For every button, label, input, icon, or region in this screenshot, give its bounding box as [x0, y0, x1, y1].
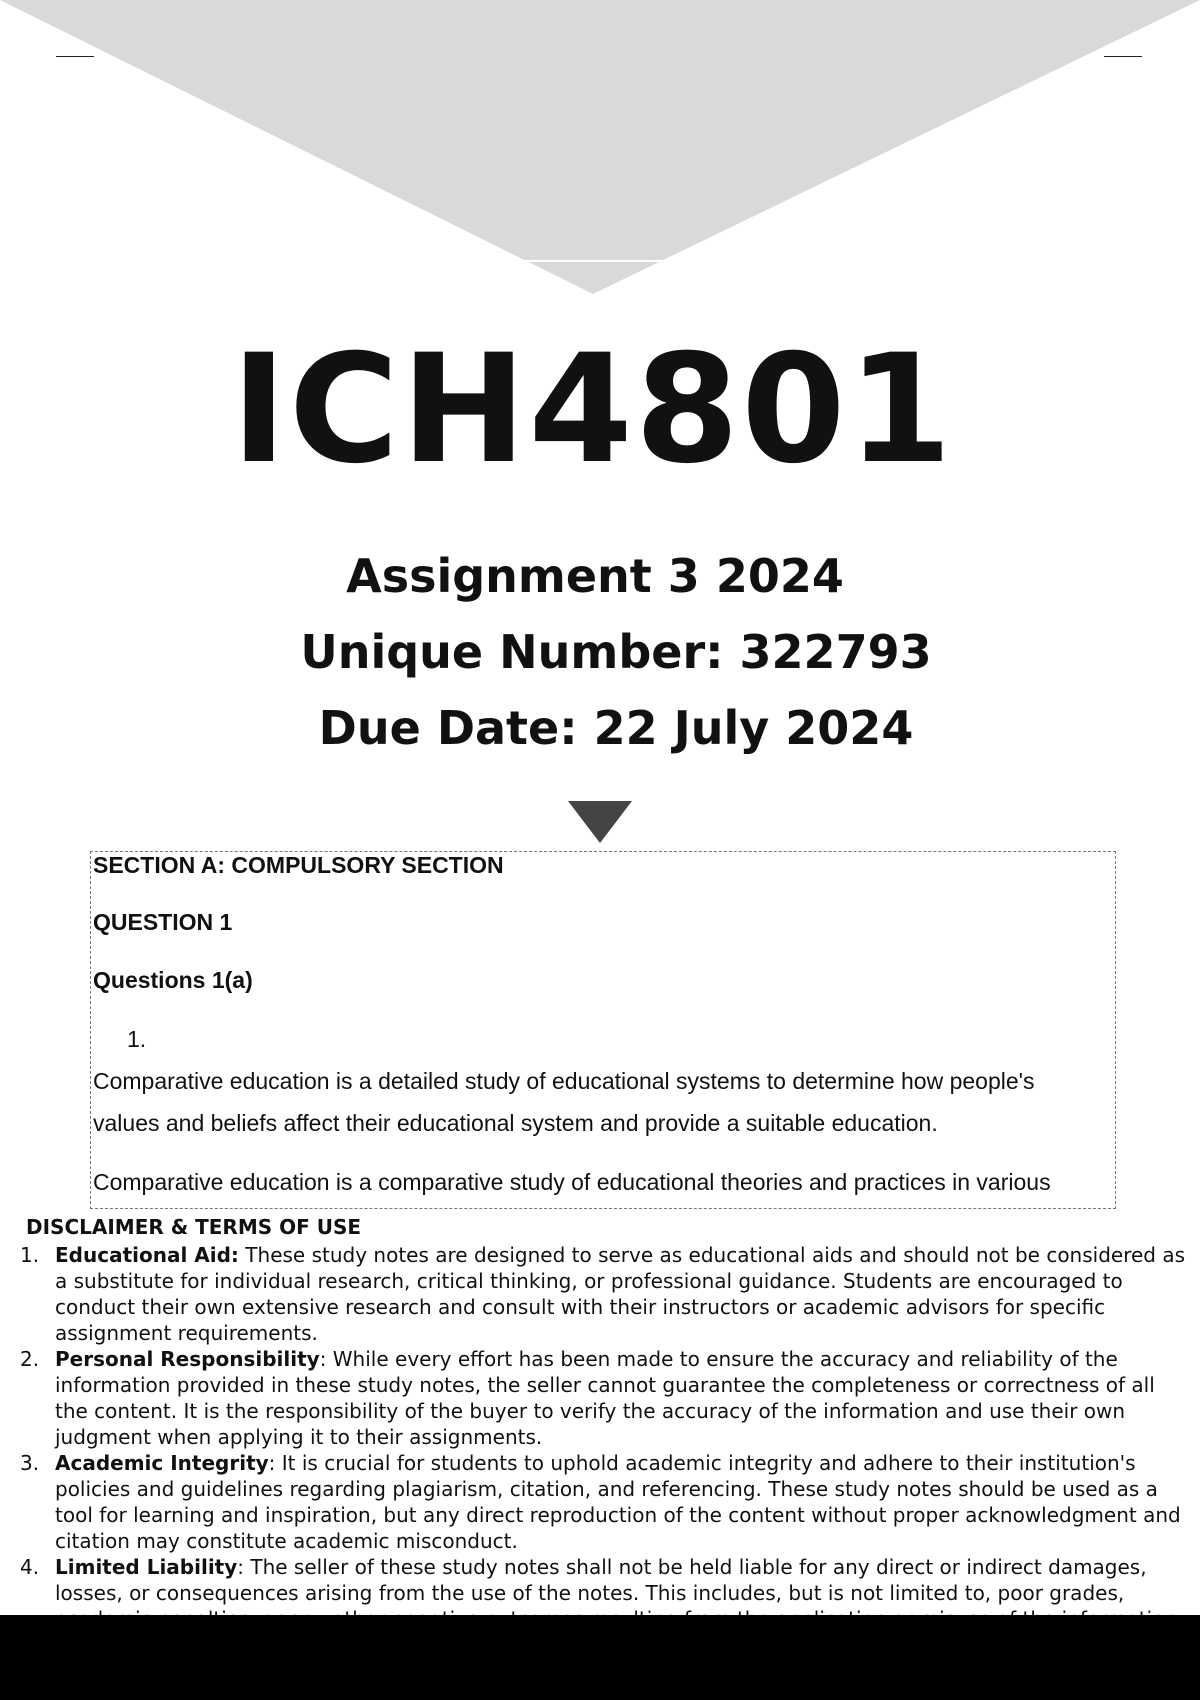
disclaimer-list	[0, 1242, 1200, 1632]
down-triangle-icon	[568, 801, 632, 843]
item-text: : The seller of these study notes shall not be held liable for any direct or indirect damages, losses, or consequences arising from the use of the notes. This includes, but is not limited to, poor grades,	[55, 1555, 1147, 1605]
corner-rule-right	[1104, 56, 1142, 57]
item-lead: Academic Integrity	[55, 1451, 269, 1475]
item-text: These study notes are designed to serve as educational aids and should not be considered as a substitute for individual research, critical thinking, or professional guidance. Students are encouraged to conduct their own extensive research and consult with their instructors or academic advisors for specific assignment requirements.	[55, 1243, 1186, 1345]
bottom-black-bar	[0, 1615, 1200, 1700]
item-number: 1.	[20, 1243, 40, 1267]
item-number: 2.	[20, 1347, 40, 1371]
corner-rule-left	[56, 56, 94, 57]
preview-paragraph-line-3: Comparative education is a comparative study of educational theories and practices in various	[93, 1169, 1051, 1195]
subquestion-heading: Questions 1(a)	[93, 967, 253, 993]
assignment-label: Assignment 3 2024	[346, 549, 844, 603]
question-heading: QUESTION 1	[93, 909, 233, 935]
item-lead: Limited Liability	[55, 1555, 238, 1579]
item-text: : It is crucial for students to uphold academic integrity and adhere to their institution's policies and guidelines regarding plagiarism, citation, and referencing. These study notes should be used as a tool for learning and inspiration, but any direct reproduction of the content without proper acknowledgment and citation may constitute academic misconduct.	[55, 1451, 1181, 1553]
header-chevron-graphic	[0, 0, 1200, 300]
due-date-label: Due Date: 22 July 2024	[318, 701, 914, 755]
disclaimer-item	[0, 1450, 1200, 1554]
item-number: 3.	[20, 1451, 40, 1475]
section-heading: SECTION A: COMPULSORY SECTION	[93, 852, 504, 878]
disclaimer-heading: DISCLAIMER & TERMS OF USE	[26, 1215, 362, 1239]
list-marker: 1.	[127, 1026, 147, 1052]
document-preview-box	[90, 851, 1116, 1209]
preview-paragraph-line-2: values and beliefs affect their educational system and provide a suitable education.	[93, 1110, 938, 1136]
item-text: : While every effort has been made to ensure the accuracy and reliability of the information provided in these study notes, the seller cannot guarantee the completeness or correctness of all the content. It is the responsibility of the buyer to verify the accuracy of the information and use their own judgment when applying it to their assignments.	[55, 1347, 1155, 1449]
item-lead: Personal Responsibility	[55, 1347, 320, 1371]
course-code-title: ICH4801	[231, 323, 954, 497]
preview-paragraph-line-1: Comparative education is a detailed study of educational systems to determine how people's	[93, 1068, 1035, 1094]
disclaimer-item	[0, 1346, 1200, 1450]
unique-number-label: Unique Number: 322793	[300, 625, 932, 679]
item-number: 4.	[20, 1555, 40, 1579]
disclaimer-item	[0, 1242, 1200, 1346]
item-lead: Educational Aid:	[55, 1243, 239, 1267]
